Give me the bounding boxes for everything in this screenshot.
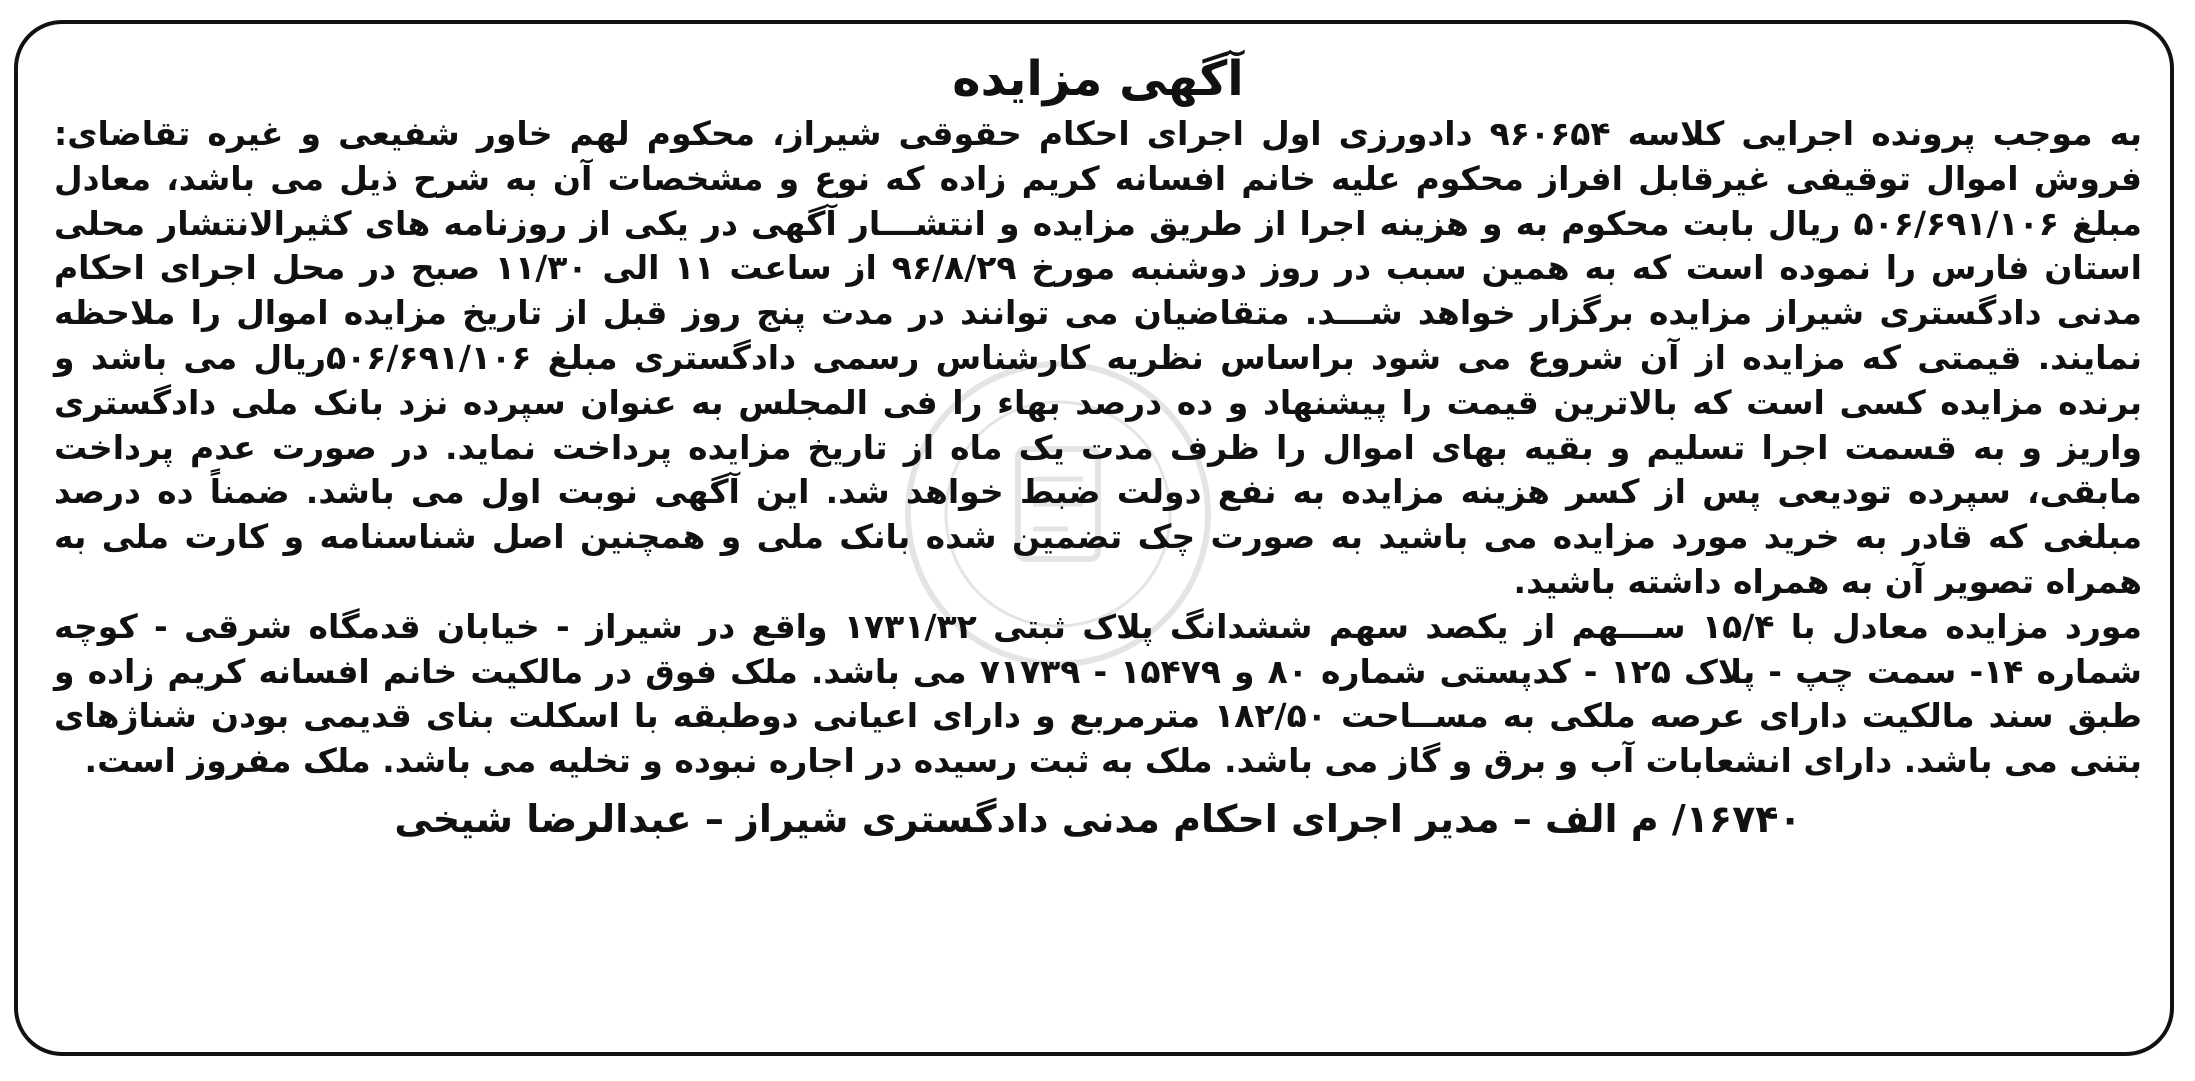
notice-paragraph-property-description: مورد مزایده معادل با ۱۵/۴ ســـهم از یکصد سهم ششدانگ پلاک ثبتی ۱۷۳۱/۳۲ واقع در شیراز - خیابان قدمگاه شرقی - کوچه شماره ۱۴- سمت چپ - پلاک ۱۲۵ - کدپستی شماره ۸۰ و ۱۵۴۷۹ - ۷۱۷۳۹ می باشد. ملک فوق در مالکیت خانم افسانه کریم زاده و طبق سند مالکیت دارای عرصه ملکی به مســاحت ۱۸۲/۵۰ مترمربع و دارای اعیانی دوطبقه با اسکلت بنای قدیمی بودن شناژهای بتنی می باشد. دارای انشعابات آب و برق و گاز می باشد. ملک به ثبت رسیده در اجاره نبوده و تخلیه می باشد. ملک مفروز است. — [54, 606, 2142, 781]
notice-signature-line: ۱۶۷۴۰/ م الف – مدیر اجرای احکام مدنی دادگستری شیراز – عبدالرضا شیخی — [394, 796, 1802, 841]
notice-paragraph-auction-terms: به موجب پرونده اجرایی کلاسه ۹۶۰۶۵۴ دادورزی اول اجرای احکام حقوقی شیراز، محکوم لهم خاور شفیعی و غیره تقاضای: فروش اموال توقیفی غیرقابل افراز محکوم علیه خانم افسانه کریم زاده که نوع و مشخصات آن به شرح ذیل می باشد، معادل مبلغ ۵۰۶/۶۹۱/۱۰۶ ریال بابت محکوم به و هزینه اجرا از طریق مزایده و انتشـــار آگهی در یکی از روزنامه های کثیرالانتشار محلی استان فارس را نموده است که به همین سبب در روز دوشنبه مورخ ۹۶/۸/۲۹ از ساعت ۱۱ الی ۱۱/۳۰ صبح در محل اجرای احکام مدنی دادگستری شیراز مزایده برگزار خواهد شـــد. متقاضیان می توانند در مدت پنج روز قبل از تاریخ مزایده اموال را ملاحظه نمایند. قیمتی که مزایده از آن شروع می شود براساس نظریه کارشناس رسمی دادگستری مبلغ ۵۰۶/۶۹۱/۱۰۶ریال می باشد و برنده مزایده کسی است که بالاترین قیمت را پیشنهاد و ده درصد بهاء را فی المجلس به عنوان سپرده نزد بانک ملی دادگستری واریز و به قسمت اجرا تسلیم و بقیه بهای اموال را ظرف مدت یک ماه از تاریخ مزایده پرداخت نماید. در صورت عدم پرداخت مابقی، سپرده تودیعی پس از کسر هزینه مزایده به نفع دولت ضبط خواهد شد. این آگهی نوبت اول می باشد. ضمناً ده درصد مبلغی که قادر به خرید مورد مزایده می باشید به صورت چک تضمین شده بانک ملی و همچنین اصل شناسنامه و کارت ملی به همراه تصویر آن به همراه داشته باشید. — [54, 114, 2142, 601]
notice-title: آگهی مزایده — [952, 51, 1244, 107]
notice-frame — [14, 20, 2174, 1056]
notice-content — [54, 46, 2142, 848]
